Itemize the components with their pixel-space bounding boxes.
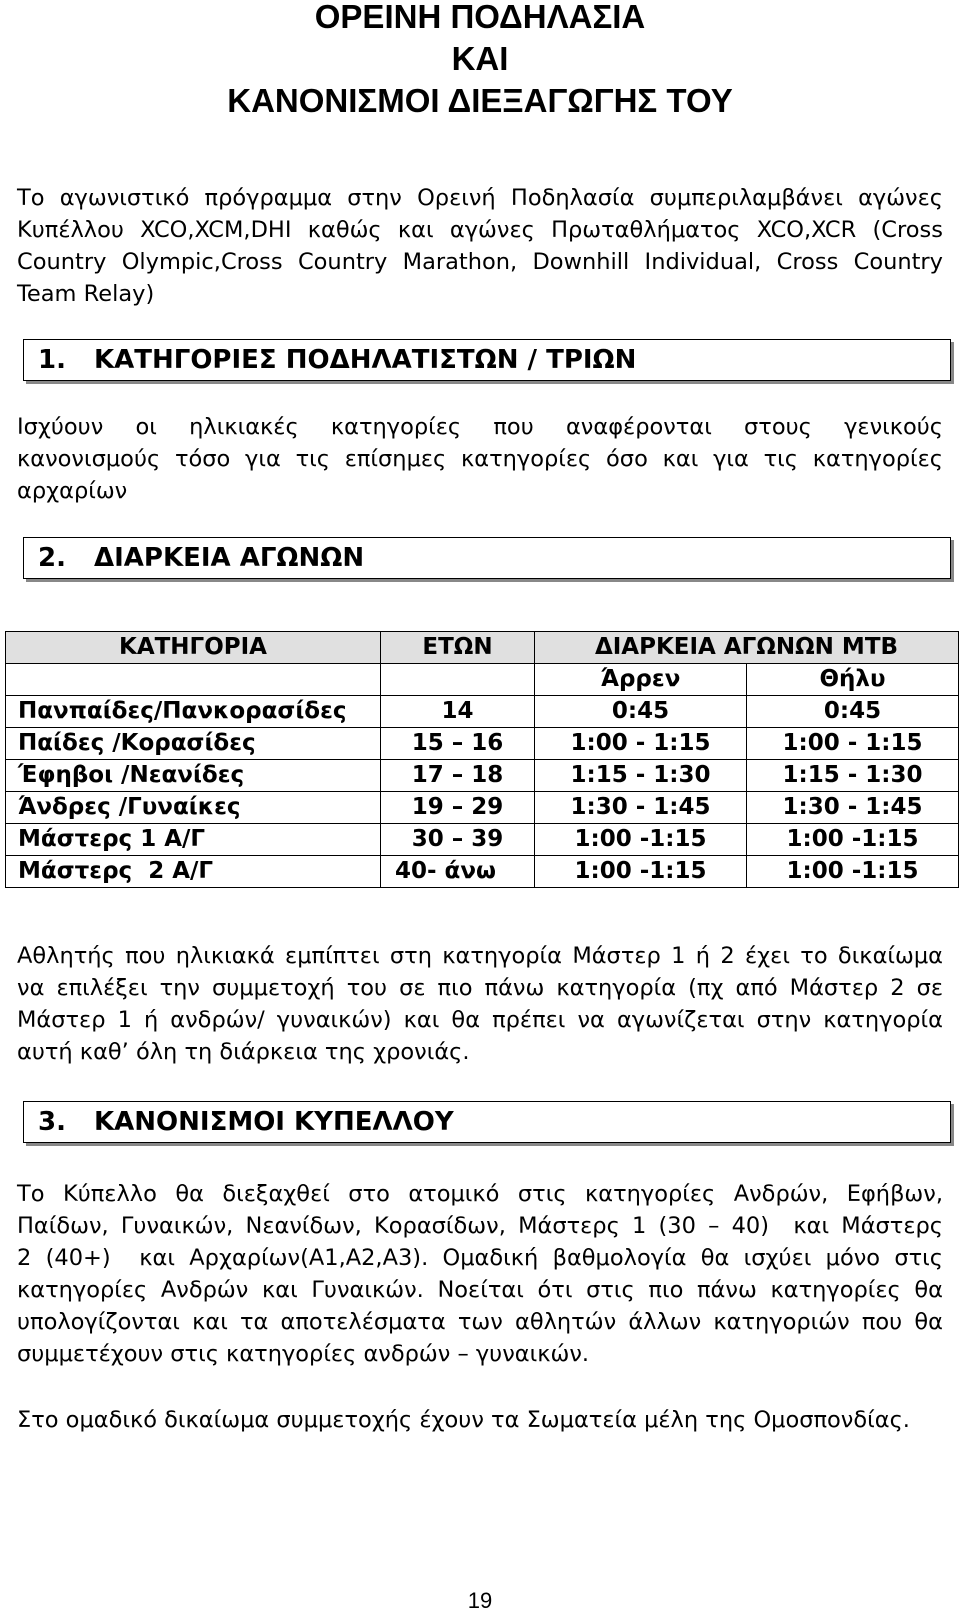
header-category: ΚΑΤΗΓΟΡΙΑ	[6, 632, 381, 664]
female-duration-cell: 1:15 - 1:30	[747, 760, 959, 792]
table-row	[6, 856, 959, 888]
female-duration-cell: 0:45	[747, 696, 959, 728]
paragraph-line: αυτή καθ’ όλη τη διάρκεια της χρονιάς.	[17, 1039, 470, 1065]
header-male: Άρρεν	[535, 664, 747, 696]
table-row	[6, 792, 959, 824]
table-row	[6, 696, 959, 728]
female-duration-cell: 1:00 -1:15	[747, 824, 959, 856]
intro-paragraph	[17, 182, 943, 310]
section-title: ΚΑΤΗΓΟΡΙΕΣ ΠΟΔΗΛΑΤΙΣΤΩΝ / ΤΡΙΩΝ	[94, 345, 637, 375]
category-cell: Πανπαίδες/Πανκορασίδες	[6, 696, 381, 728]
cup-rules-paragraph	[17, 1178, 943, 1370]
header-duration: ΔΙΑΡΚΕΙΑ ΑΓΩΝΩΝ ΜΤΒ	[535, 632, 959, 664]
table-header-row	[6, 632, 959, 664]
years-cell: 19 – 29	[381, 792, 535, 824]
paragraph-line: Το Κύπελλο θα διεξαχθεί στο ατομικό στις κατηγορίες Ανδρών, Εφήβων,	[17, 1181, 943, 1207]
years-cell: 30 – 39	[381, 824, 535, 856]
male-duration-cell: 1:30 - 1:45	[535, 792, 747, 824]
page-number: 19	[467, 1588, 493, 1613]
paragraph-line: κανονισμούς τόσο για τις επίσημες κατηγορίες όσο και για τις κατηγορίες	[17, 446, 943, 472]
title-line-1: ΟΡΕΙΝΗ ΠΟΔΗΛΑΣΙΑ	[314, 0, 646, 35]
category-cell: Έφηβοι /Νεανίδες	[6, 760, 381, 792]
female-duration-cell: 1:00 -1:15	[747, 856, 959, 888]
paragraph-line: Στο ομαδικό δικαίωμα συμμετοχής έχουν τα Σωματεία μέλη της Ομοσπονδίας.	[17, 1407, 910, 1433]
header-female: Θήλυ	[747, 664, 959, 696]
table-row	[6, 824, 959, 856]
section-number: 3.	[38, 1107, 66, 1137]
intro-line: Το αγωνιστικό πρόγραμμα στην Ορεινή Ποδηλασία συμπεριλαμβάνει αγώνες	[17, 185, 943, 211]
intro-line: Κυπέλλου XCO,XCM,DHI καθώς και αγώνες Πρωταθλήματος XCO,XCR (Cross	[17, 217, 943, 243]
title-line-3: ΚΑΝΟΝΙΣΜΟΙ ΔΙΕΞΑΓΩΓΗΣ ΤΟΥ	[227, 82, 733, 119]
male-duration-cell: 0:45	[535, 696, 747, 728]
section-2-heading	[23, 537, 951, 579]
years-cell: 17 – 18	[381, 760, 535, 792]
table-row	[6, 728, 959, 760]
paragraph-line: Μάστερ 1 ή ανδρών/ γυναικών) και θα πρέπει να αγωνίζεται στην κατηγορία	[17, 1007, 943, 1033]
paragraph-line: κατηγορίες Ανδρών και Γυναικών. Νοείται ότι στις πιο πάνω κατηγορίες θα	[17, 1277, 943, 1303]
paragraph-line: Αθλητής που ηλικιακά εμπίπτει στη κατηγορία Μάστερ 1 ή 2 έχει το δικαίωμα	[17, 943, 943, 969]
section-1-heading	[23, 339, 951, 381]
paragraph-line: να επιλέξει την συμμετοχή του σε πιο πάνω κατηγορία (πχ από Μάστερ 2 σε	[17, 975, 943, 1001]
paragraph-line: υπολογίζονται και τα αποτελέσματα των αθλητών άλλων κατηγοριών που θα	[17, 1309, 943, 1335]
table-cell	[381, 664, 535, 696]
section-3-heading	[23, 1101, 951, 1143]
section-1-paragraph	[17, 411, 943, 507]
male-duration-cell: 1:00 -1:15	[535, 824, 747, 856]
category-cell: Παίδες /Κορασίδες	[6, 728, 381, 760]
female-duration-cell: 1:00 - 1:15	[747, 728, 959, 760]
intro-line: Team Relay)	[17, 281, 155, 307]
male-duration-cell: 1:00 - 1:15	[535, 728, 747, 760]
paragraph-line: Ισχύουν οι ηλικιακές κατηγορίες που αναφέρονται στους γενικούς	[17, 414, 943, 440]
intro-line: Country Olympic,Cross Country Marathon, Downhill Individual, Cross Country	[17, 249, 943, 275]
category-cell: Άνδρες /Γυναίκες	[6, 792, 381, 824]
category-cell: Μάστερς 2 Α/Γ	[6, 856, 381, 888]
masters-note-paragraph	[17, 940, 943, 1068]
paragraph-line: 2 (40+) και Αρχαρίων(Α1,Α2,Α3). Ομαδική βαθμολογία θα ισχύει μόνο στις	[17, 1245, 943, 1271]
section-title: ΔΙΑΡΚΕΙΑ ΑΓΩΝΩΝ	[94, 543, 365, 573]
table-subheader-row	[6, 664, 959, 696]
section-number: 2.	[38, 543, 66, 573]
category-cell: Μάστερς 1 Α/Γ	[6, 824, 381, 856]
years-cell: 14	[381, 696, 535, 728]
section-number: 1.	[38, 345, 66, 375]
paragraph-line: αρχαρίων	[17, 478, 128, 504]
header-years: ΕΤΩΝ	[381, 632, 535, 664]
title-line-2: ΚΑΙ	[451, 40, 509, 77]
table-cell	[6, 664, 381, 696]
male-duration-cell: 1:15 - 1:30	[535, 760, 747, 792]
team-rules-paragraph	[17, 1404, 943, 1436]
paragraph-line: συμμετέχουν στις κατηγορίες ανδρών – γυναικών.	[17, 1341, 590, 1367]
years-cell: 15 – 16	[381, 728, 535, 760]
paragraph-line: Παίδων, Γυναικών, Νεανίδων, Κορασίδων, Μάστερς 1 (30 – 40) και Μάστερς	[17, 1213, 943, 1239]
section-title: ΚΑΝΟΝΙΣΜΟΙ ΚΥΠΕΛΛΟΥ	[94, 1107, 454, 1137]
years-cell: 40- άνω	[381, 856, 535, 888]
female-duration-cell: 1:30 - 1:45	[747, 792, 959, 824]
race-duration-table	[5, 631, 959, 888]
male-duration-cell: 1:00 -1:15	[535, 856, 747, 888]
table-row	[6, 760, 959, 792]
